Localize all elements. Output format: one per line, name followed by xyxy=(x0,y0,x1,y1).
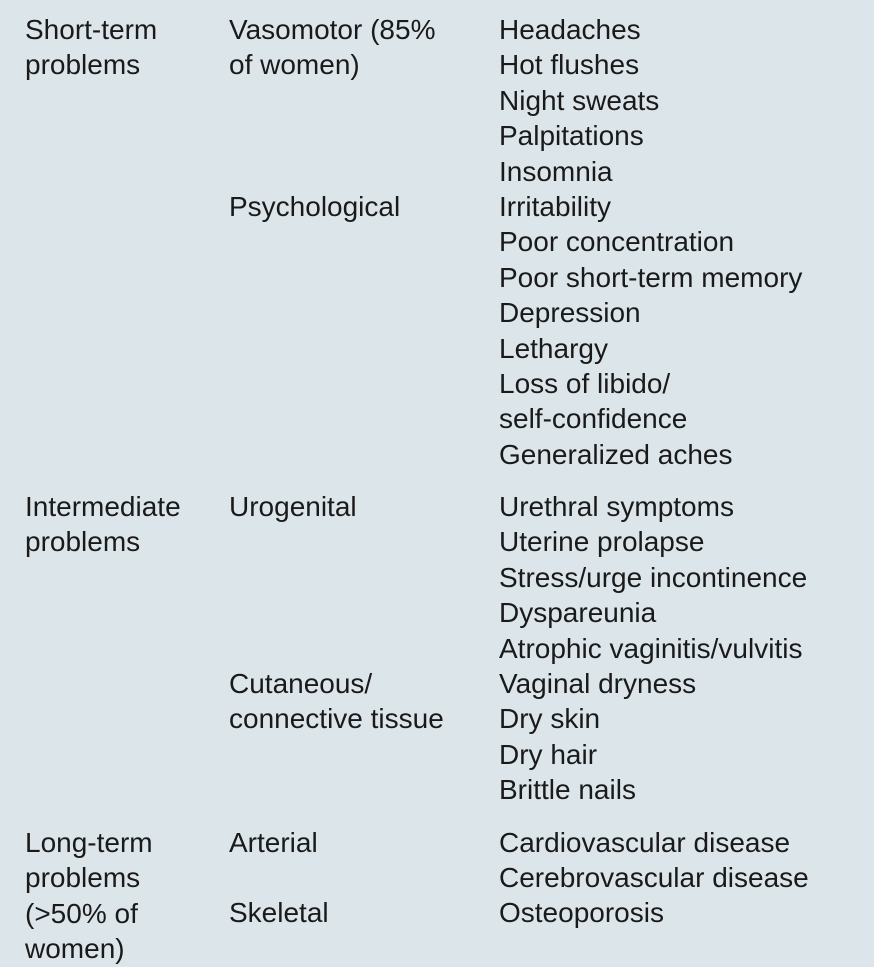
symptom-item: Stress/urge incontinence xyxy=(499,561,808,593)
category-line: Intermediate xyxy=(25,491,181,522)
symptoms-cell xyxy=(499,825,869,896)
system-line: Urogenital xyxy=(229,491,357,522)
category-line: women) xyxy=(25,933,125,965)
system-cell xyxy=(229,825,489,860)
system-line: Psychological xyxy=(229,191,401,222)
system-line: Vasomotor (85% xyxy=(229,14,436,45)
category-cell xyxy=(25,825,220,967)
system-cell xyxy=(229,895,489,930)
system-line: Cutaneous/ xyxy=(229,668,373,699)
system-line: Skeletal xyxy=(229,897,329,928)
symptom-item: Cardiovascular disease xyxy=(499,827,791,858)
category-cell xyxy=(25,489,220,560)
symptom-item: Poor concentration xyxy=(499,226,735,258)
symptom-item: Osteoporosis xyxy=(499,897,664,928)
symptom-item: Atrophic vaginitis/vulvitis xyxy=(499,632,803,664)
symptom-item: Irritability xyxy=(499,191,612,222)
system-cell xyxy=(229,12,489,83)
symptom-item: Dry skin xyxy=(499,703,601,735)
symptom-item: Loss of libido/ xyxy=(499,368,671,400)
symptom-item: Brittle nails xyxy=(499,774,636,806)
symptom-item: Depression xyxy=(499,297,641,329)
symptom-item: Palpitations xyxy=(499,120,644,152)
category-line: problems xyxy=(25,862,141,894)
symptom-item: Dyspareunia xyxy=(499,597,657,629)
category-line: Short-term xyxy=(25,14,158,45)
category-line: (>50% of xyxy=(25,897,138,929)
symptoms-cell xyxy=(499,189,869,472)
symptom-item: Lethargy xyxy=(499,332,608,364)
symptom-item: Vaginal dryness xyxy=(499,668,697,699)
category-cell xyxy=(25,12,220,83)
category-line: problems xyxy=(25,526,141,558)
system-cell xyxy=(229,189,489,224)
symptom-item: Night sweats xyxy=(499,84,660,116)
symptom-item: Headaches xyxy=(499,14,641,45)
symptom-item: Uterine prolapse xyxy=(499,526,705,558)
symptom-item: self-confidence xyxy=(499,403,688,435)
system-line: Arterial xyxy=(229,827,318,858)
symptom-item: Dry hair xyxy=(499,738,598,770)
symptom-item: Urethral symptoms xyxy=(499,491,734,522)
symptoms-cell xyxy=(499,895,869,930)
symptoms-cell xyxy=(499,12,869,189)
symptom-item: Poor short-term memory xyxy=(499,261,803,293)
category-line: problems xyxy=(25,49,141,81)
symptom-item: Generalized aches xyxy=(499,438,733,470)
symptoms-cell xyxy=(499,666,869,808)
symptom-item: Insomnia xyxy=(499,155,613,187)
symptom-item: Hot flushes xyxy=(499,49,640,81)
system-line: of women) xyxy=(229,49,360,81)
system-cell xyxy=(229,666,489,737)
system-cell xyxy=(229,489,489,524)
symptom-item: Cerebrovascular disease xyxy=(499,862,809,894)
system-line: connective tissue xyxy=(229,703,444,735)
symptoms-cell xyxy=(499,489,869,666)
category-line: Long-term xyxy=(25,827,153,858)
